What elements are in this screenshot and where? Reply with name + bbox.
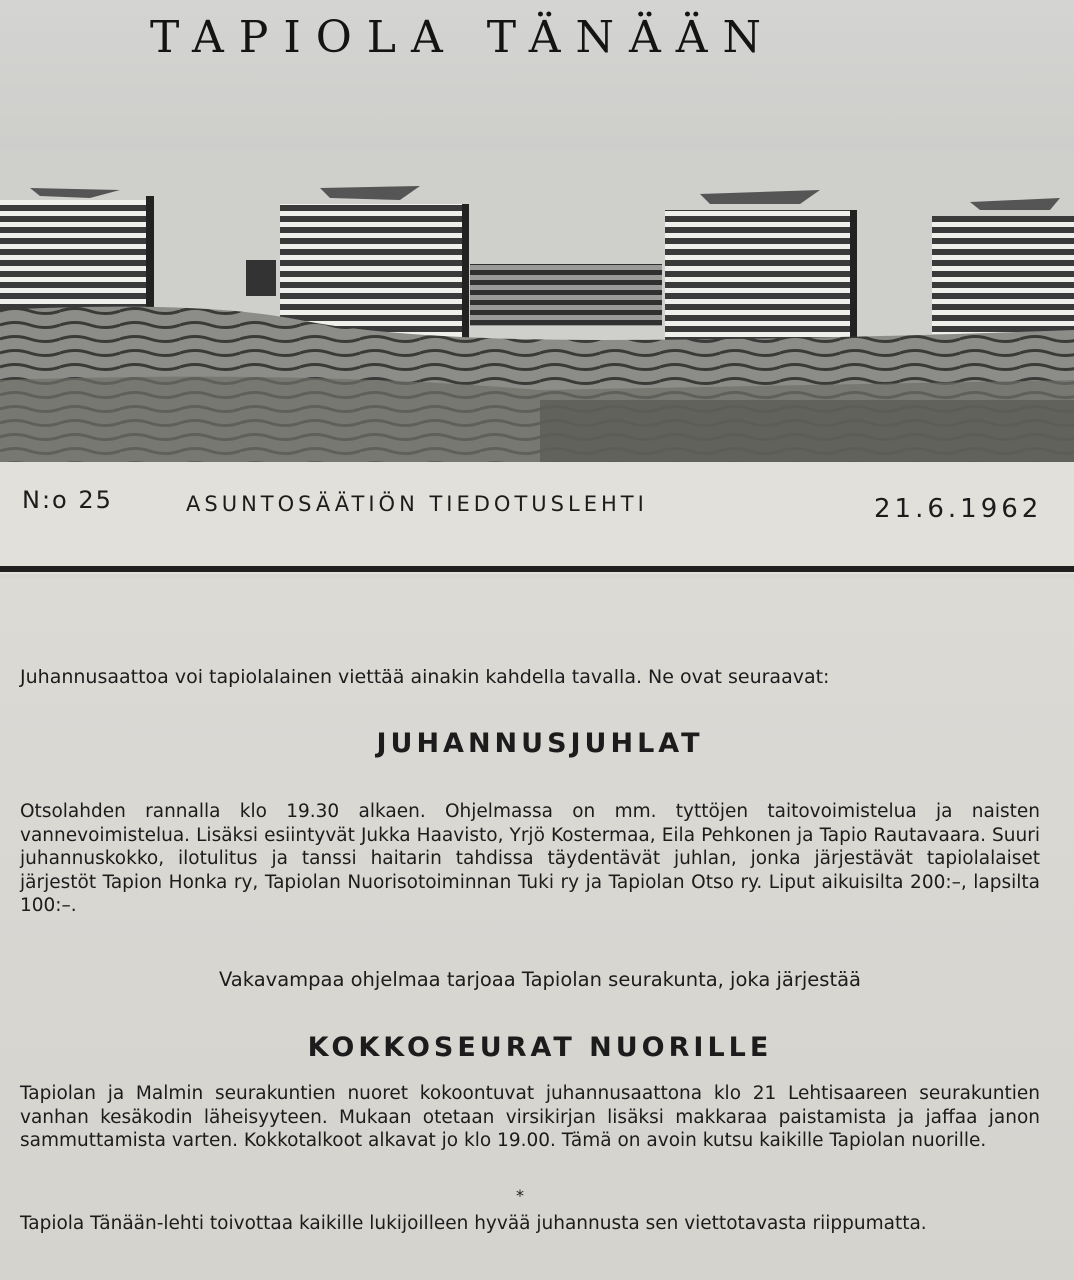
issue-date: 21.6.1962 <box>874 494 1043 524</box>
publication-name: ASUNTOSÄÄTIÖN TIEDOTUSLEHTI <box>186 492 648 516</box>
intro-text: Juhannusaattoa voi tapiolalainen viettää ainakin kahdella tavalla. Ne ovat seuraavat: <box>20 666 830 688</box>
header-rule <box>0 566 1074 572</box>
heading-kokkoseurat: KOKKOSEURAT NUORILLE <box>307 1032 773 1063</box>
closing-text: Tapiola Tänään-lehti toivottaa kaikille lukijoilleen hyvää juhannusta sen viettotavasta riippumatta. <box>20 1213 927 1234</box>
masthead <box>0 0 1074 462</box>
masthead-title: TAPIOLA TÄNÄÄN <box>150 12 777 63</box>
separator-asterisk: * <box>516 1186 524 1205</box>
paragraph-kokkoseurat: Tapiolan ja Malmin seurakuntien nuoret kokoontuvat juhannusaattona klo 21 Lehtisaareen seurakuntien vanhan kesäkodin läheisyyteen. Mukaan otetaan virsikirjan lisäksi makkaraa paistamista ja jaffaa janon sammuttamista varten. Kokkotalkoot alkavat jo klo 19.00. Tämä on avoin kutsu kaikille Tapiolan nuorille. <box>20 1083 1040 1151</box>
transition-text: Vakavampaa ohjelmaa tarjoaa Tapiolan seurakunta, joka järjestää <box>218 968 862 991</box>
issue-number: N:o 25 <box>22 486 113 514</box>
architecture-model-illustration <box>0 150 1074 462</box>
heading-juhannusjuhlat: JUHANNUSJUHLAT <box>376 728 704 759</box>
paragraph-juhannusjuhlat: Otsolahden rannalla klo 19.30 alkaen. Ohjelmassa on mm. tyttöjen taitovoimistelua ja naisten vannevoimistelua. Lisäksi esiintyvät Jukka Haavisto, Yrjö Kostermaa, Eila Pehkonen ja Tapio Rautavaara. Suuri juhannuskokko, ilotulitus ja tanssi haitarin tahdissa täydentävät juhlan, jonka järjestävät tapiolalaiset järjestöt Tapion Honka ry, Tapiolan Nuorisotoiminnan Tuki ry ja Tapiolan Otso ry. Liput aikuisilta 200:–, lapsilta 100:–. <box>20 801 1040 916</box>
